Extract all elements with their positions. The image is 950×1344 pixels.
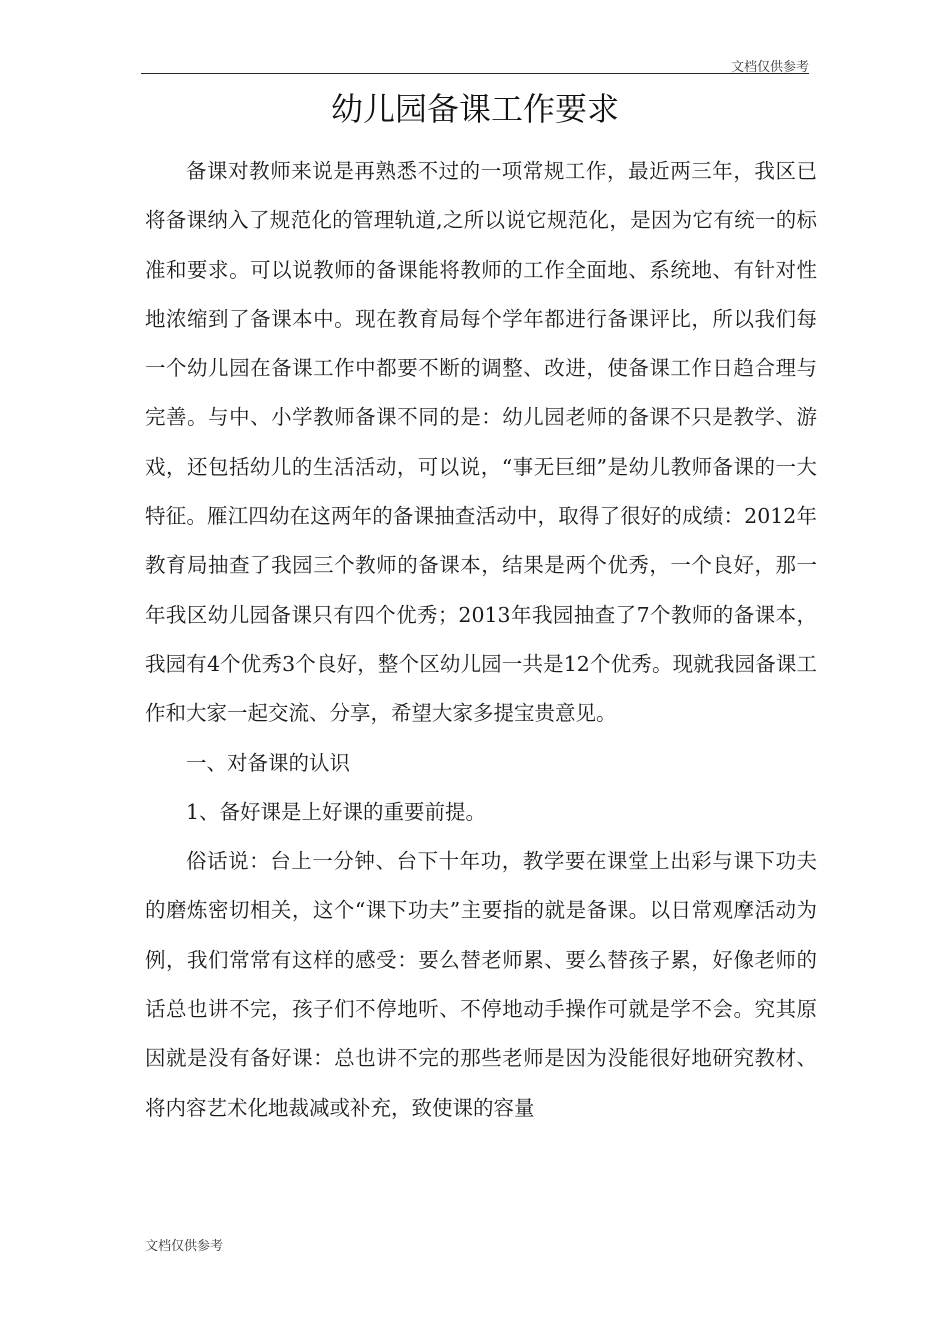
footer-note: 文档仅供参考 [145, 1239, 224, 1254]
document-title: 幼儿园备课工作要求 [330, 90, 619, 128]
subsection-heading-1-1: 1、备好课是上好课的重要前提。 [186, 799, 487, 824]
body-paragraph-intro: 备课对教师来说是再熟悉不过的一项常规工作，最近两三年，我区已将备课纳入了规范化的管理轨道,之所以说它规范化，是因为它有统一的标准和要求。可以说教师的备课能将教师的工作全面地、系统地、有针对性地浓缩到了备课本中。现在教育局每个学年都进行备课评比，所以我们每一个幼儿园在备课工作中都要不断的调整、改进，使备课工作日趋合理与完善。与中、小学教师备课不同的是：幼儿园老师的备课不只是教学、游戏，还包括幼儿的生活活动，可以说，“事无巨细”是幼儿教师备课的一大特征。雁江四幼在这两年的备课抽查活动中，取得了很好的成绩：2012年教育局抽查了我园三个教师的备课本，结果是两个优秀，一个良好，那一年我区幼儿园备课只有四个优秀；2013年我园抽查了7个教师的备课本，我园有4个优秀3个良好，整个区幼儿园一共是12个优秀。现就我园备课工作和大家一起交流、分享，希望大家多提宝贵意见。 [145, 159, 817, 726]
document-body [145, 147, 817, 1133]
header-note: 文档仅供参考 [730, 60, 809, 75]
body-paragraph-preparation: 俗话说：台上一分钟、台下十年功，教学要在课堂上出彩与课下功夫的磨炼密切相关，这个“课下功夫”主要指的就是备课。以日常观摩活动为例，我们常常有这样的感受：要么替老师累、要么替孩子累，好像老师的话总也讲不完，孩子们不停地听、不停地动手操作可就是学不会。究其原因就是没有备好课：总也讲不完的那些老师是因为没能很好地研究教材、将内容艺术化地裁减或补充，致使课的容量 [145, 849, 817, 1120]
header-rule [141, 73, 809, 74]
section-heading-1: 一、对备课的认识 [186, 750, 350, 775]
